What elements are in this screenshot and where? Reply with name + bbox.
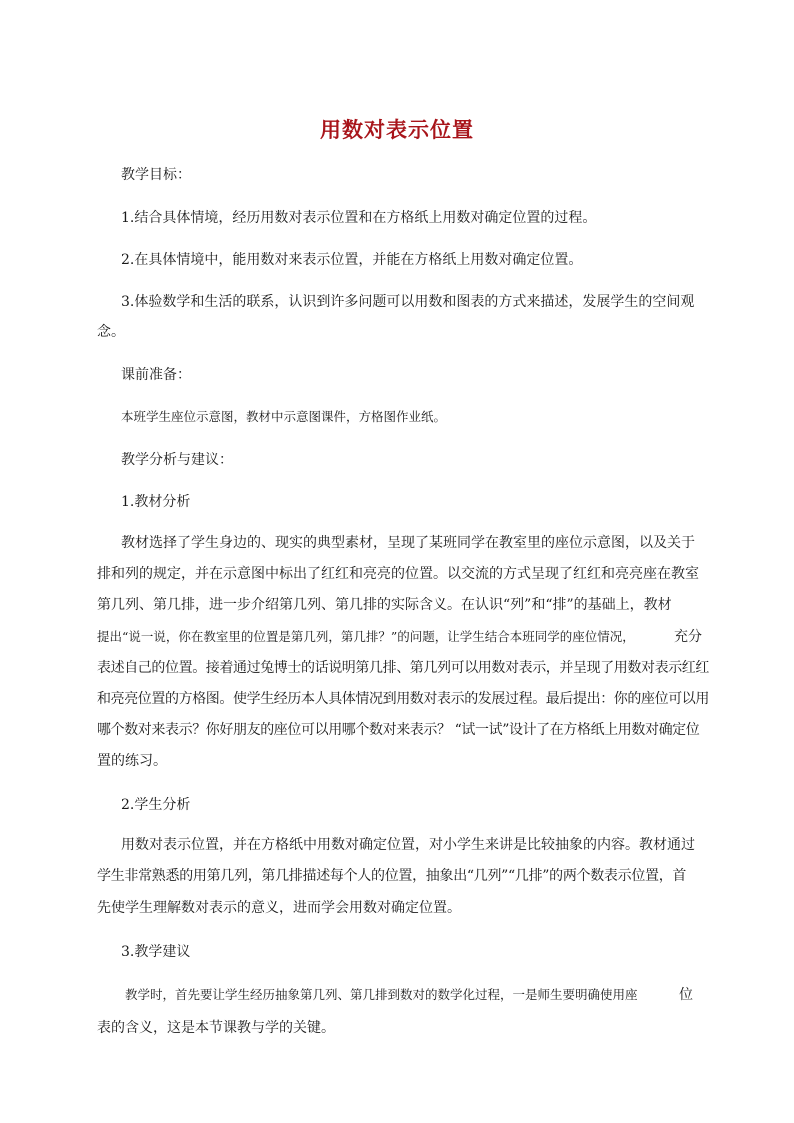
objectives-heading: 教学目标： bbox=[121, 167, 191, 183]
section1-line: 充分 bbox=[674, 629, 702, 645]
section3-heading: 3.教学建议 bbox=[121, 944, 191, 960]
objective-1: 1.结合具体情境，经历用数对表示位置和在方格纸上用数对确定位置的过程。 bbox=[121, 210, 597, 226]
section1-line: 置的练习。 bbox=[97, 753, 167, 769]
section1-line: 哪个数对来表示？你好朋友的座位可以用哪个数对来表示？ “试一试”设计了在方格纸上用数对确定位 bbox=[97, 722, 700, 738]
preparation-text: 本班学生座位示意图，教材中示意图课件，方格图作业纸。 bbox=[121, 409, 447, 424]
document-title: 用数对表示位置 bbox=[320, 117, 474, 142]
section2-line: 学生非常熟悉的用第几列，第几排描述每个人的位置，抽象出“几列”“几排”的两个数表示位置，首 bbox=[97, 868, 687, 884]
section3-line: 位 bbox=[679, 987, 693, 1003]
section2-line: 先使学生理解数对表示的意义，进而学会用数对确定位置。 bbox=[97, 900, 461, 916]
section1-line: 排和列的规定，并在示意图中标出了红红和亮亮的位置。以交流的方式呈现了红红和亮亮座在教室 bbox=[97, 566, 699, 582]
section1-line: 第几列、第几排，进一步介绍第几列、第几排的实际含义。在认识“列”和“排”的基础上，教材 bbox=[97, 597, 672, 613]
section3-line: 教学时，首先要让学生经历抽象第几列、第几排到数对的数学化过程，一是师生要明确使用座 bbox=[125, 987, 638, 1002]
objective-3-continued: 念。 bbox=[97, 324, 125, 340]
objective-3: 3.体验数学和生活的联系，认识到许多问题可以用数和图表的方式来描述，发展学生的空间观 bbox=[121, 294, 695, 310]
section2-line: 用数对表示位置，并在方格纸中用数对确定位置，对小学生来讲是比较抽象的内容。教材通过 bbox=[121, 837, 695, 853]
objective-2: 2.在具体情境中，能用数对来表示位置，并能在方格纸上用数对确定位置。 bbox=[121, 252, 583, 268]
section1-line: 表述自己的位置。接着通过兔博士的话说明第几排、第几列可以用数对表示，并呈现了用数对表示红红 bbox=[97, 660, 709, 676]
section3-line: 表的含义，这是本节课教与学的关键。 bbox=[97, 1020, 335, 1036]
section1-heading: 1.教材分析 bbox=[121, 494, 191, 510]
preparation-heading: 课前准备： bbox=[121, 367, 191, 383]
section1-line: 教材选择了学生身边的、现实的典型素材，呈现了某班同学在教室里的座位示意图，以及关于 bbox=[121, 535, 695, 551]
analysis-heading: 教学分析与建议： bbox=[121, 452, 233, 468]
section1-line: 和亮亮位置的方格图。使学生经历本人具体情况到用数对表示的发展过程。最后提出：你的座位可以用 bbox=[97, 691, 709, 707]
section1-line: 提出“说一说，你在教室里的位置是第几列，第几排？”的问题，让学生结合本班同学的座位情况， bbox=[97, 629, 635, 644]
section2-heading: 2.学生分析 bbox=[121, 797, 191, 813]
